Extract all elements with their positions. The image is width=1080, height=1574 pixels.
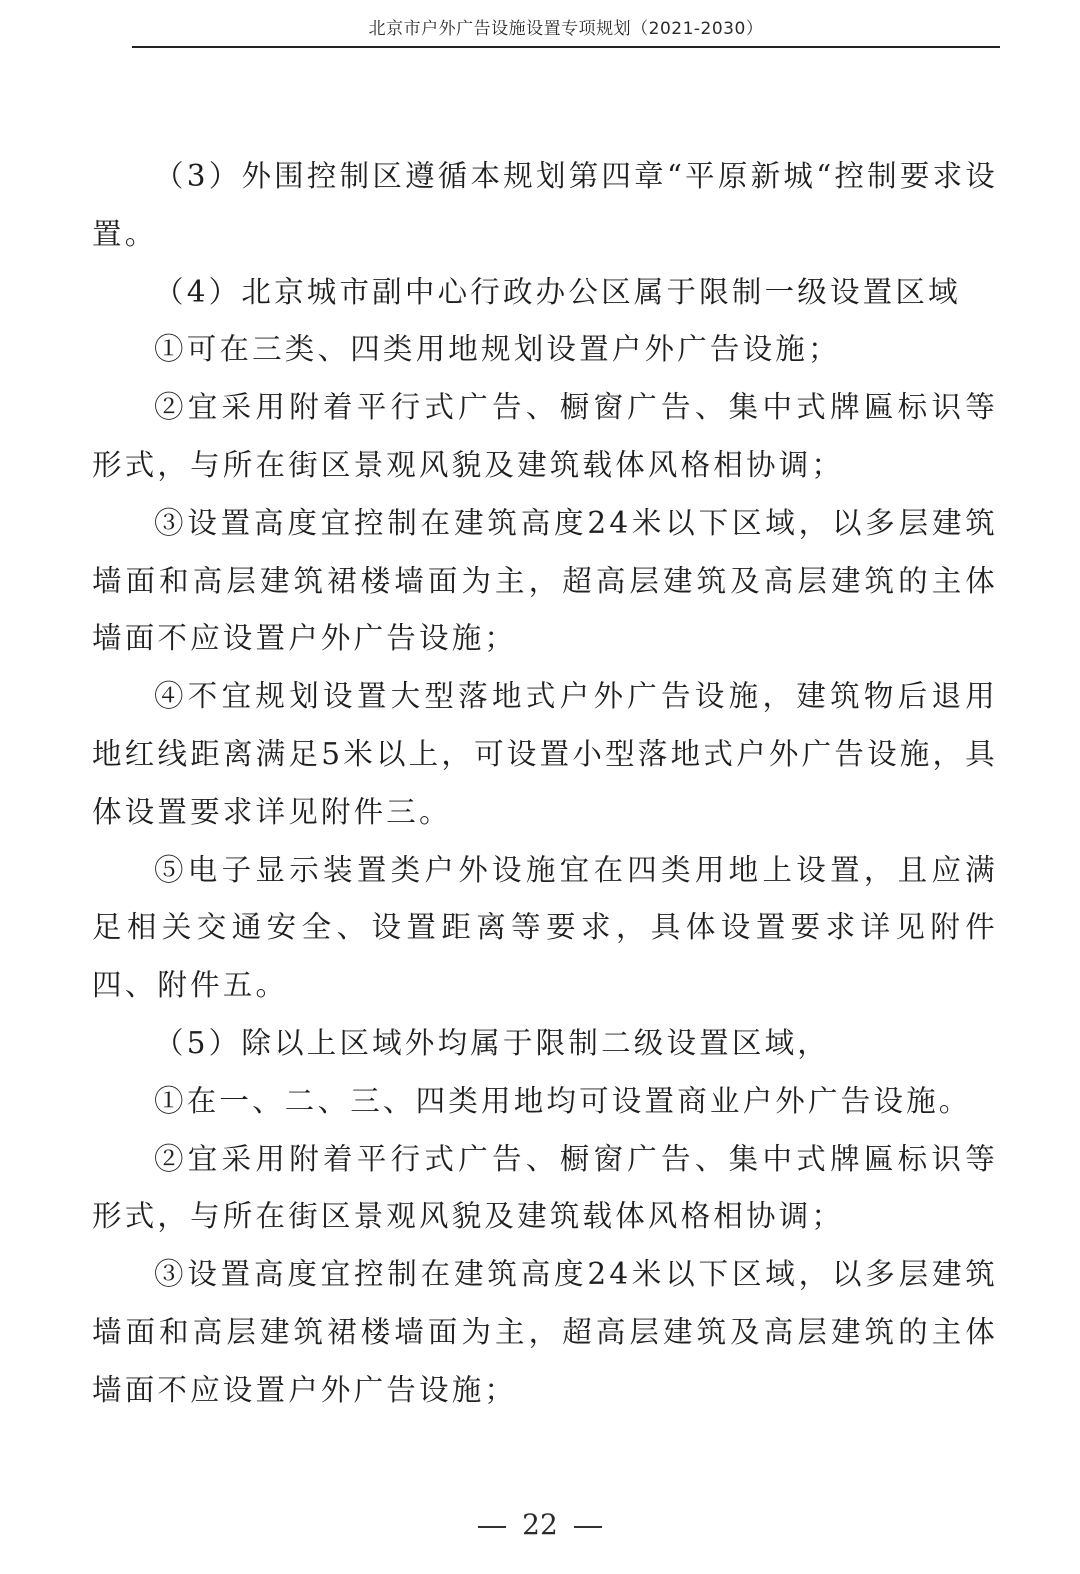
paragraph: （5）除以上区域外均属于限制二级设置区域， bbox=[154, 1025, 830, 1060]
paragraph: ③设置高度宜控制在建筑高度24米以下区域，以多层建筑墙面和高层建筑裙楼墙面为主，超高层建筑及高层建筑的主体墙面不应设置户外广告设施； bbox=[92, 505, 998, 656]
paragraph: ①可在三类、四类用地规划设置户外广告设施； bbox=[154, 332, 841, 367]
header-rule bbox=[132, 46, 1000, 48]
paragraph: ②宜采用附着平行式广告、橱窗广告、集中式牌匾标识等形式，与所在街区景观风貌及建筑载体风格相协调； bbox=[92, 1141, 998, 1234]
paragraph: （3）外围控制区遵循本规划第四章“平原新城“控制要求设置。 bbox=[92, 159, 998, 251]
paragraph: （4）北京城市副中心行政办公区属于限制一级设置区域 bbox=[154, 274, 961, 309]
footer-dash-right bbox=[574, 1526, 602, 1528]
page-footer bbox=[0, 1508, 1080, 1541]
body-text bbox=[92, 148, 998, 1420]
running-header: 北京市户外广告设施设置专项规划（2021-2030） bbox=[368, 19, 764, 39]
paragraph: ①在一、二、三、四类用地均可设置商业户外广告设施。 bbox=[154, 1083, 972, 1118]
paragraph: ③设置高度宜控制在建筑高度24米以下区域，以多层建筑墙面和高层建筑裙楼墙面为主，超高层建筑及高层建筑的主体墙面不应设置户外广告设施； bbox=[92, 1257, 998, 1407]
footer-dash-left bbox=[478, 1526, 506, 1528]
paragraph: ②宜采用附着平行式广告、橱窗广告、集中式牌匾标识等形式，与所在街区景观风貌及建筑载体风格相协调； bbox=[92, 390, 998, 482]
paragraph: ④不宜规划设置大型落地式户外广告设施，建筑物后退用地红线距离满足5米以上，可设置小型落地式户外广告设施，具体设置要求详见附件三。 bbox=[92, 679, 998, 829]
paragraph: ⑤电子显示装置类户外设施宜在四类用地上设置，且应满足相关交通安全、设置距离等要求，具体设置要求详见附件四、附件五。 bbox=[92, 852, 998, 1003]
page-number: 22 bbox=[522, 1508, 558, 1541]
